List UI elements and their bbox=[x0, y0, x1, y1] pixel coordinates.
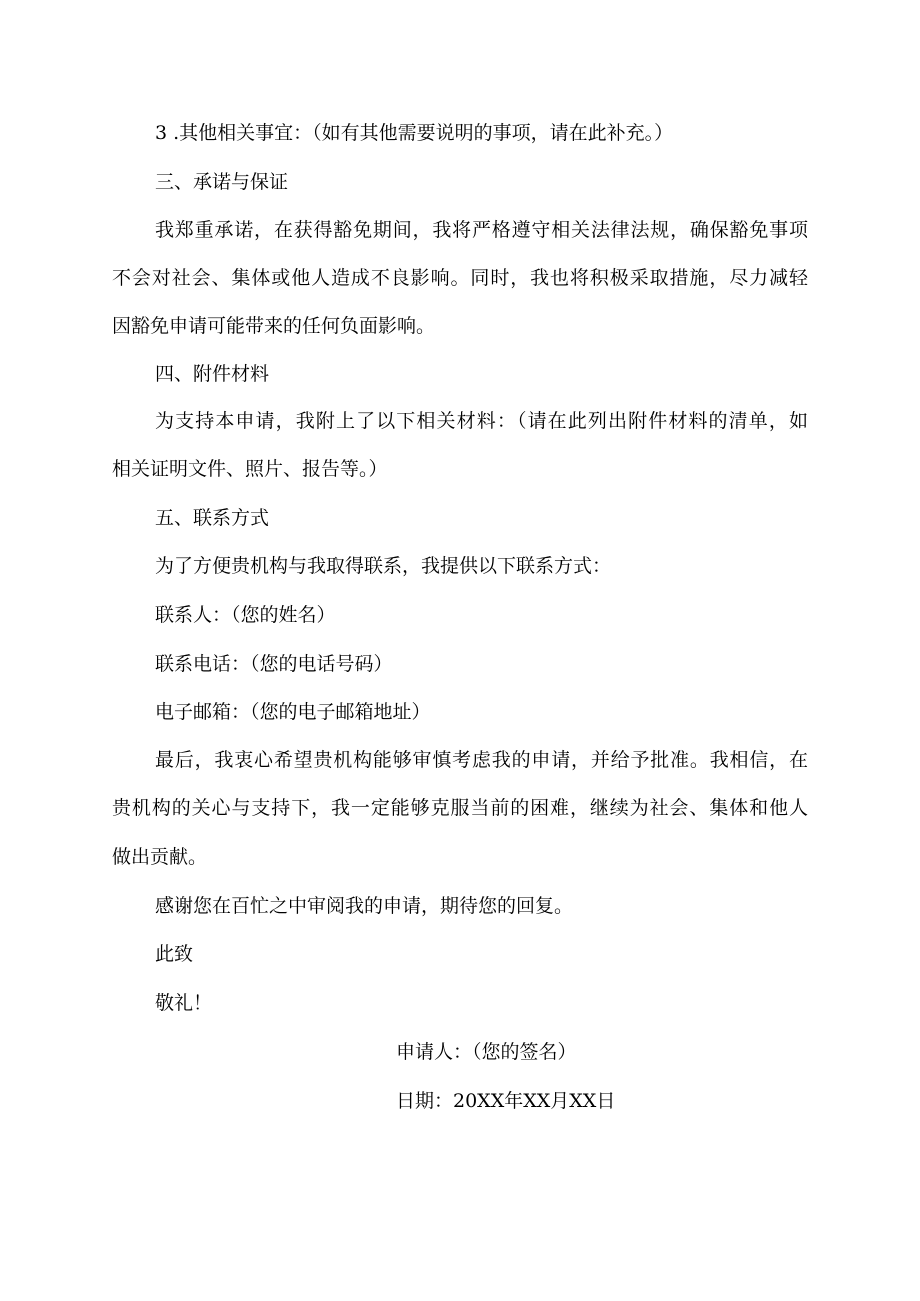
commitment-paragraph-line-1: 我郑重承诺，在获得豁免期间，我将严格遵守相关法律法规，确保豁免事项 bbox=[155, 219, 808, 241]
application-date: 日期：20XX年XX月XX日 bbox=[396, 1090, 616, 1112]
closing-paragraph-line-3: 做出贡献。 bbox=[112, 846, 208, 868]
closing-paragraph-line-1: 最后，我衷心希望贵机构能够审慎考虑我的申请，并给予批准。我相信，在 bbox=[155, 749, 808, 771]
section-heading-commitment: 三、承诺与保证 bbox=[155, 171, 289, 193]
thanks-line: 感谢您在百忙之中审阅我的申请，期待您的回复。 bbox=[155, 895, 574, 917]
closing-paragraph-line-2: 贵机构的关心与支持下，我一定能够克服当前的困难，继续为社会、集体和他人 bbox=[112, 797, 808, 819]
contact-person: 联系人：（您的姓名） bbox=[155, 604, 336, 626]
contact-phone: 联系电话：（您的电话号码） bbox=[155, 653, 393, 675]
commitment-paragraph-line-2: 不会对社会、集体或他人造成不良影响。同时，我也将积极采取措施，尽力减轻 bbox=[112, 267, 808, 289]
section-heading-attachments: 四、附件材料 bbox=[155, 363, 270, 385]
attachments-paragraph-line-1: 为支持本申请，我附上了以下相关材料：（请在此列出附件材料的清单，如 bbox=[155, 410, 808, 432]
salutation-jingli: 敬礼！ bbox=[155, 992, 213, 1014]
contact-intro: 为了方便贵机构与我取得联系，我提供以下联系方式： bbox=[155, 555, 612, 577]
item-3-other-matters: 3 .其他相关事宜：（如有其他需要说明的事项，请在此补充。） bbox=[155, 122, 674, 144]
contact-email: 电子邮箱：（您的电子邮箱地址） bbox=[155, 701, 431, 723]
commitment-paragraph-line-3: 因豁免申请可能带来的任何负面影响。 bbox=[112, 315, 436, 337]
salutation-cizhi: 此致 bbox=[155, 943, 194, 965]
attachments-paragraph-line-2: 相关证明文件、照片、报告等。） bbox=[112, 458, 388, 480]
applicant-signature: 申请人：（您的签名） bbox=[396, 1041, 577, 1063]
section-heading-contact: 五、联系方式 bbox=[155, 507, 270, 529]
